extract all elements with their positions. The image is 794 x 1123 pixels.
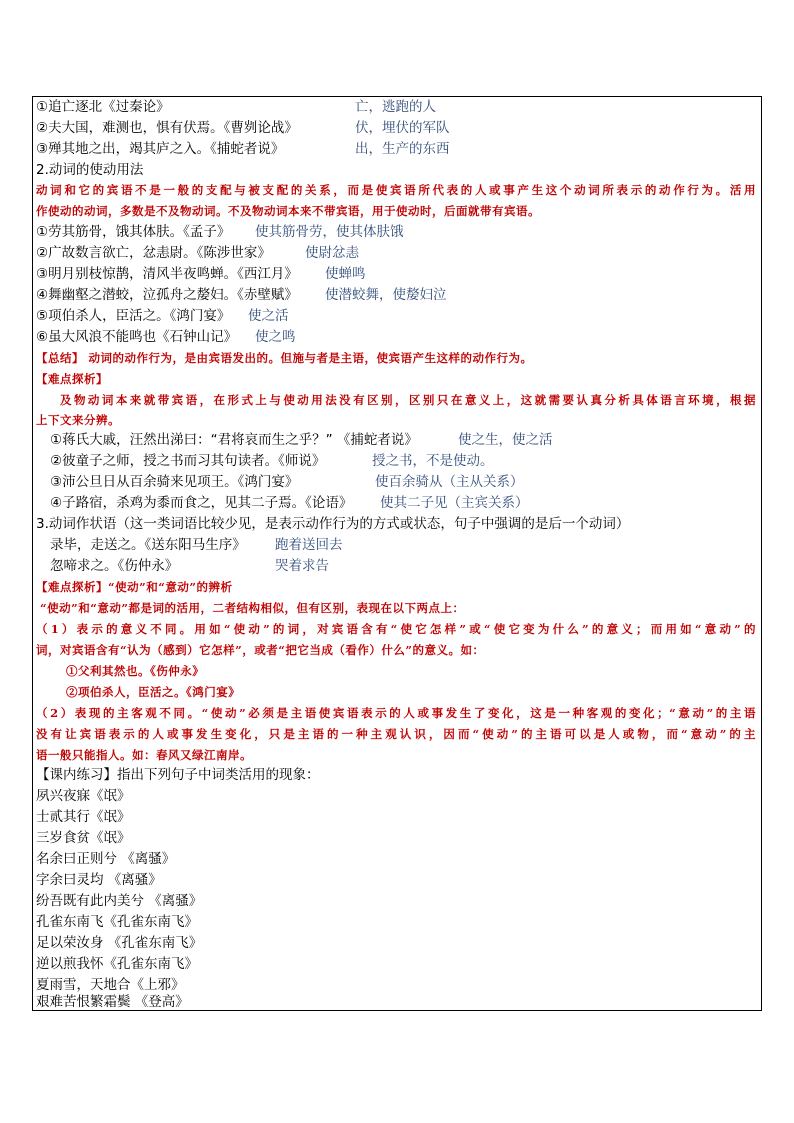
example-line: ③殚其地之出，竭其庐之入。《捕蛇者说》 bbox=[36, 141, 285, 157]
example-line: ④舞幽壑之潜蛟，泣孤舟之嫠妇。《赤壁赋》 bbox=[36, 287, 298, 303]
analysis-text: 上下文来分辨。 bbox=[36, 413, 120, 427]
annotation: 使之活 bbox=[248, 308, 289, 324]
annotation: 使其筋骨劳，使其体肤饿 bbox=[255, 224, 404, 240]
exercise-item: 艰难苦恨繁霜鬓 《登高》 bbox=[36, 994, 189, 1010]
annotation: 授之书，不是使动。 bbox=[372, 453, 494, 469]
example-line: ⑤项伯杀人，臣活之。《鸿门宴》 bbox=[36, 308, 231, 324]
analysis-text: （1）表示的意义不同。用如“使动”的词，对宾语含有“使它怎样”或“使它变为什么”的意义；而用如“意动”的 bbox=[36, 622, 756, 636]
exercise-item: 夙兴夜寐《氓》 bbox=[36, 788, 131, 804]
exercise-item: 逆以煎我怀《孔雀东南飞》 bbox=[36, 956, 198, 972]
annotation: 出，生产的东西 bbox=[355, 141, 450, 157]
exercise-item: 纷吾既有此内美兮 《离骚》 bbox=[36, 893, 203, 909]
difficulty-heading: 【难点探析】“使动”和“意动”的辨析 bbox=[36, 580, 233, 594]
section-heading: 3.动词作状语（这一类词语比较少见，是表示动作行为的方式或状态，句子中强调的是后一个动词） bbox=[36, 516, 630, 532]
annotation: 伏，埋伏的军队 bbox=[355, 120, 450, 136]
example-line: ①蒋氏大戚，汪然出涕曰：“君将哀而生之乎？” 《捕蛇者说》 bbox=[50, 432, 418, 448]
analysis-text: 词，对宾语含有“认为（感到）它怎样”，或者“把它当成（看作）什么”的意义。如： bbox=[36, 643, 485, 657]
definition-text: 作使动的动词，多数是不及物动词。不及物动词本来不带宾语，用于使动时，后面就带有宾语。 bbox=[36, 204, 540, 218]
example-line: ①劳其筋骨，饿其体肤。《孟子》 bbox=[36, 224, 231, 240]
annotation: 使之生，使之活 bbox=[458, 432, 553, 448]
annotation: 使潜蛟舞，使嫠妇泣 bbox=[325, 287, 447, 303]
example-line: ②彼童子之师，授之书而习其句读者。《师说》 bbox=[50, 453, 326, 469]
example-line: ①追亡逐北《过秦论》 bbox=[36, 99, 170, 115]
exercise-item: 名余曰正则兮 《离骚》 bbox=[36, 851, 176, 867]
annotation: 使之鸣 bbox=[255, 329, 296, 345]
exercise-heading: 【课内练习】指出下列句子中词类活用的现象： bbox=[36, 767, 320, 783]
example-line: ②项伯杀人，臣活之。《鸿门宴》 bbox=[66, 685, 241, 699]
analysis-text: 语一般只能指人。如：春风又绿江南岸。 bbox=[36, 748, 252, 762]
annotation: 跑着送回去 bbox=[275, 537, 343, 553]
exercise-item: 孔雀东南飞《孔雀东南飞》 bbox=[36, 914, 198, 930]
summary: 【总结】 动词的动作行为，是由宾语发出的。但施与者是主语，使宾语产生这样的动作行为。 bbox=[36, 351, 533, 365]
difficulty-heading: 【难点探析】 bbox=[36, 372, 108, 386]
definition-text: 动词和它的宾语不是一般的支配与被支配的关系，而是使宾语所代表的人或事产生这个动词所表示的动作行为。活用 bbox=[36, 183, 756, 197]
example-line: ①父利其然也。《伤仲永》 bbox=[66, 664, 205, 678]
annotation: 亡，逃跑的人 bbox=[355, 99, 436, 115]
exercise-item: 三岁食贫《氓》 bbox=[36, 830, 131, 846]
example-line: ②广故数言欲亡，忿恚尉。《陈涉世家》 bbox=[36, 245, 271, 261]
example-line: 录毕，走送之。《送东阳马生序》 bbox=[50, 537, 246, 553]
example-line: ③明月别枝惊鹊，清风半夜鸣蝉。《西江月》 bbox=[36, 266, 298, 282]
annotation: 使其二子见（主宾关系） bbox=[380, 495, 529, 511]
section-heading: 2.动词的使动用法 bbox=[36, 162, 144, 178]
example-line: ④子路宿，杀鸡为黍而食之，见其二子焉。《论语》 bbox=[50, 495, 353, 511]
example-line: ⑥虽大风浪不能鸣也《石钟山记》 bbox=[36, 329, 238, 345]
annotation: 哭着求告 bbox=[275, 558, 329, 574]
annotation: 使百余骑从（主从关系） bbox=[375, 474, 524, 490]
example-line: 忽啼求之。《伤仲永》 bbox=[50, 558, 179, 574]
annotation: 使蝉鸣 bbox=[325, 266, 366, 282]
example-line: ③沛公旦日从百余骑来见项王。《鸿门宴》 bbox=[50, 474, 299, 490]
example-line: ②夫大国，难测也，惧有伏焉。《曹刿论战》 bbox=[36, 120, 298, 136]
exercise-item: 士贰其行《氓》 bbox=[36, 809, 131, 825]
annotation: 使尉忿恚 bbox=[305, 245, 359, 261]
analysis-text: （2）表现的主客观不同。“使动”必须是主语使宾语表示的人或事发生了变化，这是一种客观的变化；“意动”的主语 bbox=[36, 706, 756, 720]
exercise-item: 夏雨雪，天地合《上邪》 bbox=[36, 977, 185, 993]
analysis-text: “使动”和“意动”都是词的活用，二者结构相似，但有区别，表现在以下两点上： bbox=[40, 601, 465, 615]
exercise-item: 足以荣汝身 《孔雀东南飞》 bbox=[36, 935, 203, 951]
analysis-text: 及物动词本来就带宾语，在形式上与使动用法没有区别，区别只在意义上，这就需要认真分析具体语言环境，根据 bbox=[60, 393, 756, 407]
analysis-text: 没有让宾语表示的人或事发生变化，只是主语的一种主观认识，因而“使动”的主语可以是人或物，而“意动”的主 bbox=[36, 727, 756, 741]
exercise-item: 字余曰灵均 《离骚》 bbox=[36, 872, 162, 888]
